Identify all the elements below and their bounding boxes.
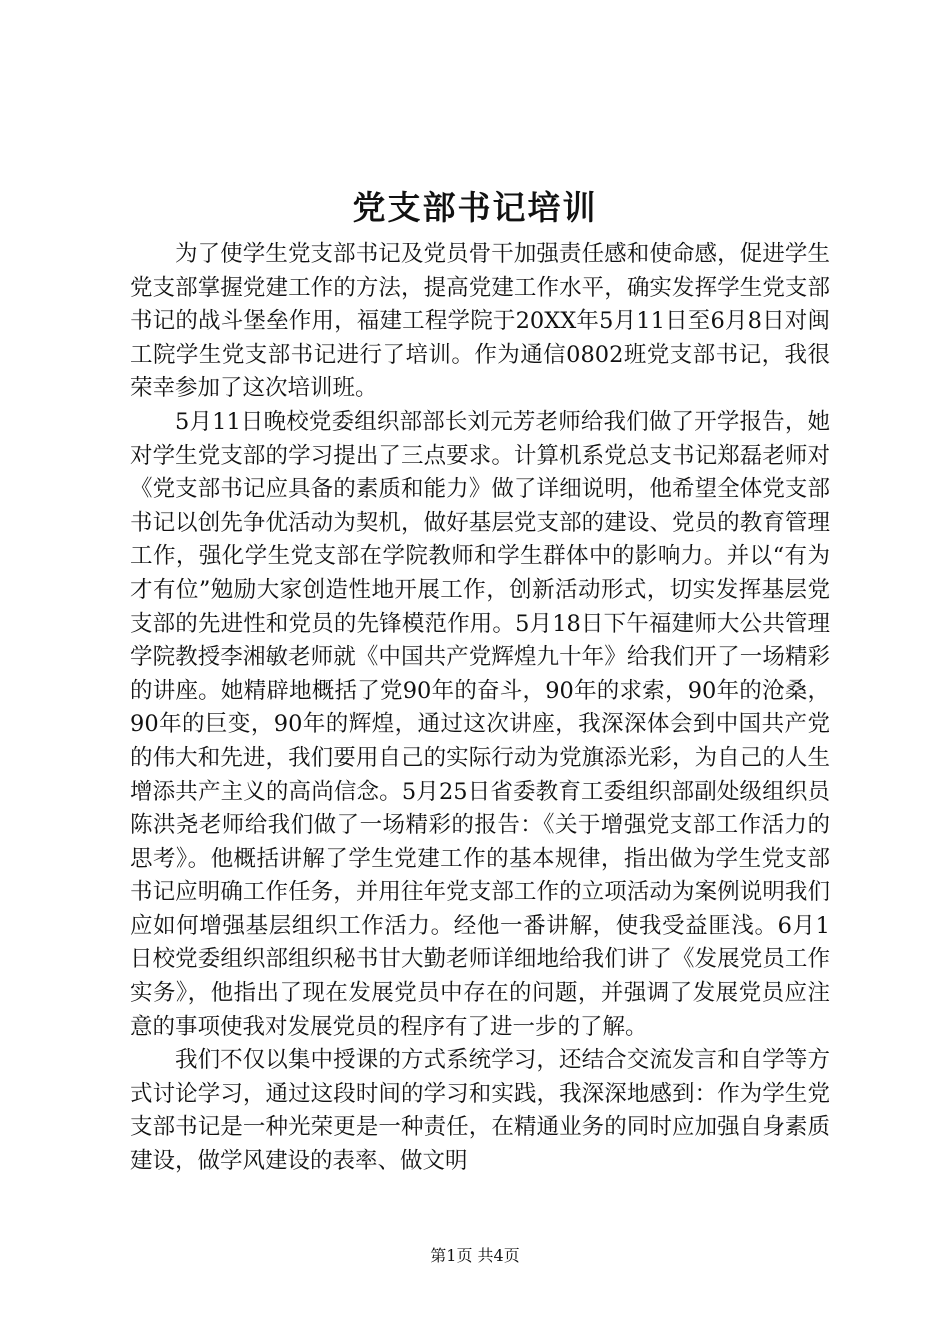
paragraph: 5月11日晚校党委组织部部长刘元芳老师给我们做了开学报告，她对学生党支部的学习提出了三点要求。计算机系党总支书记郑磊老师对《党支部书记应具备的素质和能力》做了详细说明，他希望全体党支部书记以创先争优活动为契机，做好基层党支部的建设、党员的教育管理工作，强化学生党支部在学院教师和学生群体中的影响力。并以“有为才有位”勉励大家创造性地开展工作，创新活动形式，切实发挥基层党支部的先进性和党员的先锋模范作用。5月18日下午福建师大公共管理学院教授李湘敏老师就《中国共产党辉煌九十年》给我们开了一场精彩的讲座。她精辟地概括了党90年的奋斗，90年的求索，90年的沧桑，90年的巨变，90年的辉煌，通过这次讲座，我深深体会到中国共产党的伟大和先进，我们要用自己的实际行动为党旗添光彩，为自己的人生增添共产主义的高尚信念。5月25日省委教育工委组织部副处级组织员陈洪尧老师给我们做了一场精彩的报告：《关于增强党支部工作活力的思考》。他概括讲解了学生党建工作的基本规律，指出做为学生党支部书记应明确工作任务，并用往年党支部工作的立项活动为案例说明我们应如何增强基层组织工作活力。经他一番讲解，使我受益匪浅。6月1日校党委组织部组织秘书甘大勤老师详细地给我们讲了《发展党员工作实务》，他指出了现在发展党员中存在的问题，并强调了发展党员应注意的事项使我对发展党员的程序有了进一步的了解。 (130, 408, 830, 1040)
document-title: 党支部书记培训 (352, 188, 598, 227)
page-footer: 第1页 共4页 (430, 1246, 520, 1265)
document-body (130, 238, 830, 1179)
paragraph: 为了使学生党支部书记及党员骨干加强责任感和使命感，促进学生党支部掌握党建工作的方法，提高党建工作水平，确实发挥学生党支部书记的战斗堡垒作用，福建工程学院于20XX年5月11日至6月8日对闽工院学生党支部书记进行了培训。作为通信0802班党支部书记，我很荣幸参加了这次培训班。 (130, 241, 830, 402)
paragraph: 我们不仅以集中授课的方式系统学习，还结合交流发言和自学等方式讨论学习，通过这段时间的学习和实践，我深深地感到：作为学生党支部书记是一种光荣更是一种责任，在精通业务的同时应加强自身素质建设，做学风建设的表率、做文明 (130, 1047, 830, 1175)
